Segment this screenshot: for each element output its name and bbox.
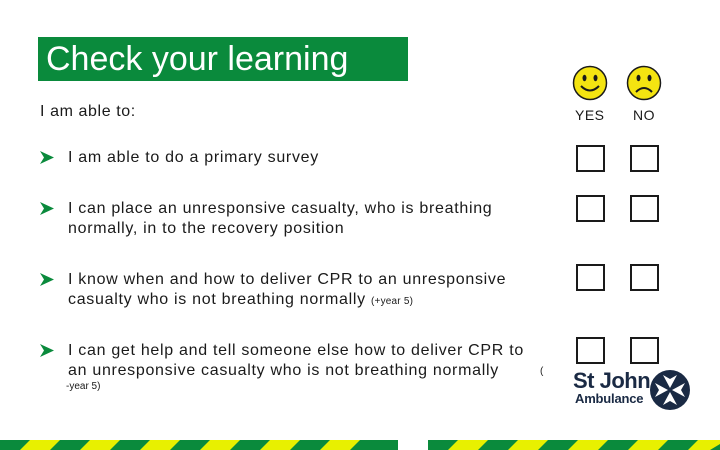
list-item — [40, 199, 492, 239]
year-note-open: ( — [540, 366, 544, 377]
item-text: I am able to do a primary survey — [68, 149, 319, 166]
list-item — [40, 148, 319, 168]
yes-column-label: YES — [575, 107, 605, 123]
smiley-sad-icon — [626, 65, 662, 101]
arrow-bullet-icon — [40, 344, 54, 357]
intro-text: I am able to: — [40, 103, 136, 120]
logo-line2: Ambulance — [575, 391, 644, 406]
st-john-ambulance-logo — [573, 368, 693, 412]
arrow-bullet-icon — [40, 273, 54, 286]
item-text-line2: normally, in to the recovery position — [68, 220, 345, 237]
checkbox-yes-1[interactable] — [576, 145, 605, 172]
smiley-happy-icon — [572, 65, 608, 101]
checkbox-no-3[interactable] — [630, 264, 659, 291]
logo-line1: St John — [573, 368, 651, 393]
checkbox-no-4[interactable] — [630, 337, 659, 364]
arrow-bullet-icon — [40, 202, 54, 215]
slide-title: Check your learning — [38, 37, 408, 81]
checkbox-yes-3[interactable] — [576, 264, 605, 291]
item-text-line2: casualty who is not breathing normally — [68, 291, 366, 308]
checkbox-no-1[interactable] — [630, 145, 659, 172]
item-text-line1: I know when and how to deliver CPR to an unresponsive — [68, 271, 507, 288]
checkbox-yes-2[interactable] — [576, 195, 605, 222]
list-item — [40, 341, 524, 381]
maltese-cross-icon — [649, 369, 691, 411]
decorative-stripe-bar — [0, 440, 720, 450]
arrow-bullet-icon — [40, 151, 54, 164]
item-text-line2: an unresponsive casualty who is not breathing normally — [68, 362, 499, 379]
list-item — [40, 270, 506, 312]
checkbox-yes-4[interactable] — [576, 337, 605, 364]
checkbox-no-2[interactable] — [630, 195, 659, 222]
year-note: (+year 5) — [371, 296, 414, 307]
item-text-line1: I can get help and tell someone else how to deliver CPR to — [68, 342, 524, 359]
no-column-label: NO — [633, 107, 655, 123]
year-note: -year 5) — [66, 381, 101, 392]
item-text-line1: I can place an unresponsive casualty, who is breathing — [68, 200, 493, 217]
